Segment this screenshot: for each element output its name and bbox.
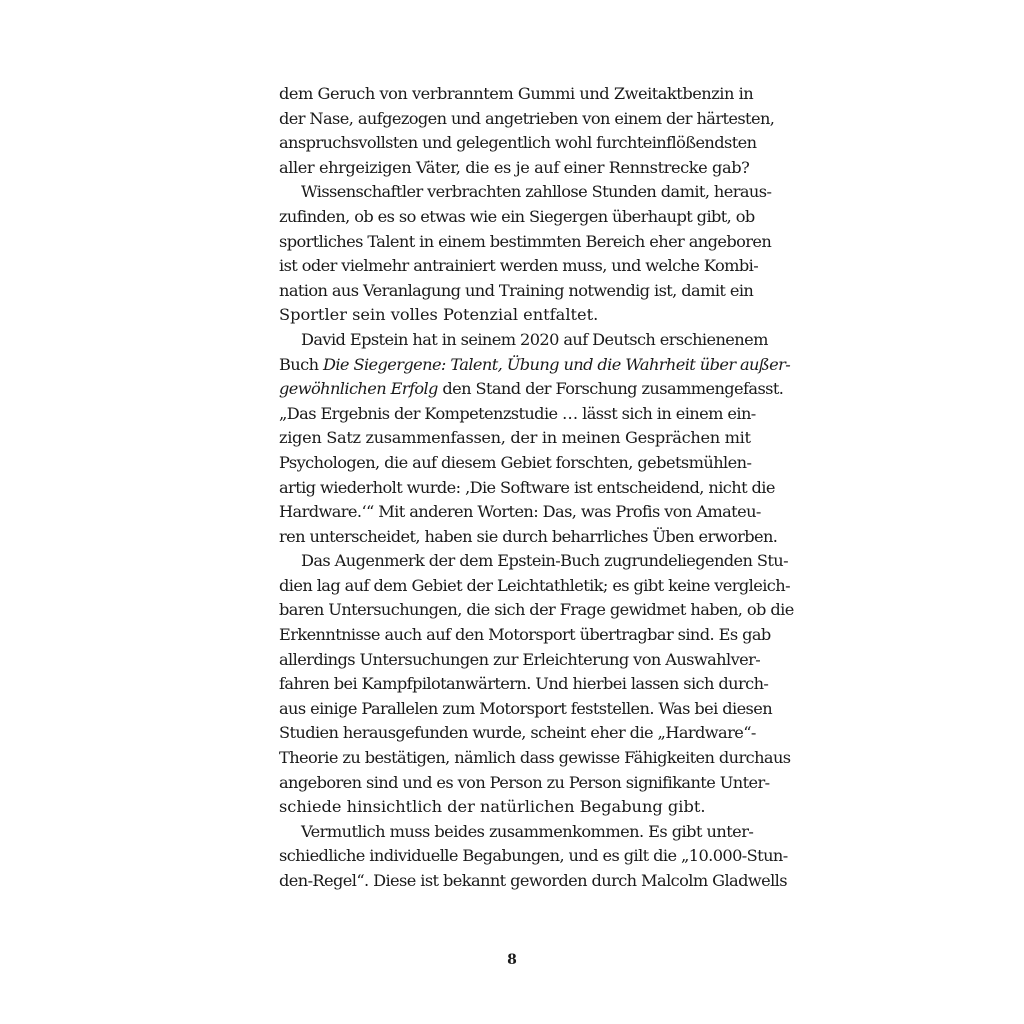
- text-line: Theorie zu bestätigen, nämlich dass gewisse Fähigkeiten durchaus: [279, 748, 791, 768]
- body-text: [279, 82, 794, 894]
- text-line: dien lag auf dem Gebiet der Leichtathletik; es gibt keine vergleich-: [279, 575, 790, 595]
- text-line: zufinden, ob es so etwas wie ein Siegergen überhaupt gibt, ob: [279, 206, 755, 226]
- text-line: Studien herausgefunden wurde, scheint eher die „Hardware“-: [279, 723, 756, 743]
- text-line: zigen Satz zusammenfassen, der in meinen Gesprächen mit: [279, 428, 751, 448]
- text-line: nation aus Veranlagung und Training notwendig ist, damit ein: [279, 280, 754, 300]
- text-line: Erkenntnisse auch auf den Motorsport übertragbar sind. Es gab: [279, 625, 771, 645]
- text-line: Buch Die Siegergene: Talent, Übung und die Wahrheit über außer-: [279, 354, 791, 374]
- text-line: aller ehrgeizigen Väter, die es je auf einer Rennstrecke gab?: [279, 157, 750, 177]
- text-line: Psychologen, die auf diesem Gebiet forschten, gebetsmühlen-: [279, 452, 752, 472]
- text-line: Das Augenmerk der dem Epstein-Buch zugrundeliegenden Stu-: [301, 551, 789, 571]
- text-line: anspruchsvollsten und gelegentlich wohl furchteinflößendsten: [279, 133, 757, 153]
- text-line: den-Regel“. Diese ist bekannt geworden durch Malcolm Gladwells: [279, 871, 787, 890]
- text-line: artig wiederholt wurde: ‚Die Software ist entscheidend, nicht die: [279, 477, 775, 497]
- text-line: gewöhnlichen Erfolg den Stand der Forschung zusammengefasst.: [279, 379, 784, 399]
- text-line: baren Untersuchungen, die sich der Frage gewidmet haben, ob die: [279, 600, 794, 620]
- text-line: dem Geruch von verbranntem Gummi und Zweitaktbenzin in: [279, 84, 754, 103]
- text-line: allerdings Untersuchungen zur Erleichterung von Auswahlver-: [279, 649, 761, 669]
- text-line: fahren bei Kampfpilotanwärtern. Und hierbei lassen sich durch-: [279, 674, 769, 694]
- text-line: Wissenschaftler verbrachten zahllose Stunden damit, heraus-: [301, 182, 772, 202]
- text-line: David Epstein hat in seinem 2020 auf Deutsch erschienenem: [301, 329, 768, 349]
- text-line: schiedliche individuelle Begabungen, und es gilt die „10.000-Stun-: [279, 846, 788, 866]
- text-line: der Nase, aufgezogen und angetrieben von einem der härtesten,: [279, 108, 775, 128]
- text-line: Sportler sein volles Potenzial entfaltet.: [279, 305, 599, 325]
- book-title: gewöhnlichen Erfolg: [279, 379, 438, 399]
- book-title: Die Siegergene: Talent, Übung und die Wahrheit über außer-: [322, 354, 791, 374]
- text-line: ren unterscheidet, haben sie durch beharrliches Üben erworben.: [279, 526, 778, 546]
- text-line: Vermutlich muss beides zusammenkommen. Es gibt unter-: [301, 821, 754, 841]
- text-line: „Das Ergebnis der Kompetenzstudie … lässt sich in einem ein-: [279, 403, 756, 423]
- text-line: schiede hinsichtlich der natürlichen Begabung gibt.: [279, 797, 706, 817]
- text-line: aus einige Parallelen zum Motorsport feststellen. Was bei diesen: [279, 698, 773, 718]
- text-line: angeboren sind und es von Person zu Person signifikante Unter-: [279, 772, 770, 792]
- text-line: sportliches Talent in einem bestimmten Bereich eher angeboren: [279, 231, 772, 251]
- page-number: 8: [507, 952, 517, 968]
- text-line: Hardware.‘“ Mit anderen Worten: Das, was Profis von Amateu-: [279, 502, 761, 522]
- text-line: ist oder vielmehr antrainiert werden muss, und welche Kombi-: [279, 256, 759, 276]
